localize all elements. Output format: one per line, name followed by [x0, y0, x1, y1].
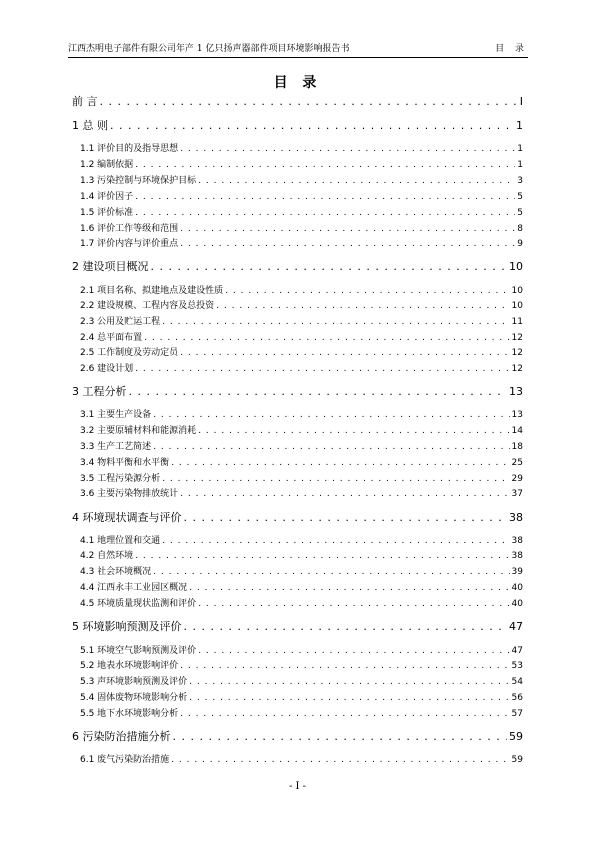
toc-entry-page-number: 47: [509, 620, 523, 633]
toc-entry-label: 1 总 则: [72, 119, 108, 132]
header-document-title: 江西杰明电子部件有限公司年产 1 亿只扬声器部件项目环境影响报告书: [68, 44, 350, 54]
toc-entry-label: 3.4 物料平衡和水平衡: [80, 458, 170, 468]
toc-entry-label: 5.5 地下水环境影响分析: [80, 709, 179, 719]
toc-section-entry[interactable]: [80, 222, 523, 236]
page-title: 目 录: [273, 75, 322, 91]
toc-dot-leader: [151, 260, 508, 274]
toc-dot-leader: [180, 237, 515, 251]
toc-dot-leader: [135, 206, 515, 220]
toc-entry-page-number: 14: [511, 426, 523, 436]
toc-entry-label: 3.3 生产工艺简述: [80, 442, 152, 452]
toc-section-entry[interactable]: [80, 753, 523, 767]
toc-entry-label: 5.4 固体废物环境影响分析: [80, 693, 188, 703]
toc-entry-label: 3 工程分析: [72, 385, 127, 398]
toc-dot-leader: [129, 385, 508, 399]
toc-section-entry[interactable]: [80, 158, 523, 172]
toc-chapter-entry[interactable]: [72, 119, 523, 133]
toc-chapter-entry[interactable]: [72, 511, 523, 525]
toc-entry-page-number: 38: [509, 511, 523, 524]
toc-dot-leader: [135, 158, 515, 172]
toc-dot-leader: [189, 581, 509, 595]
toc-chapter-entry[interactable]: [72, 260, 523, 274]
toc-entry-page-number: 25: [511, 458, 523, 468]
toc-dot-leader: [198, 174, 515, 188]
toc-section-entry[interactable]: [80, 206, 523, 220]
toc-entry-page-number: 56: [511, 693, 523, 703]
toc-entry-page-number: 12: [511, 333, 523, 343]
toc-section-entry[interactable]: [80, 299, 523, 313]
toc-entry-page-number: 12: [511, 348, 523, 358]
toc-entry-page-number: 10: [511, 301, 523, 311]
toc-section-entry[interactable]: [80, 331, 523, 345]
toc-entry-label: 3.6 主要污染物排放统计: [80, 489, 179, 499]
toc-section-entry[interactable]: [80, 424, 523, 438]
toc-entry-page-number: 5: [517, 192, 523, 202]
toc-entry-label: 1.2 编制依据: [80, 160, 134, 170]
toc-entry-page-number: 12: [511, 364, 523, 374]
toc-entry-page-number: 1: [516, 119, 523, 132]
toc-dot-leader: [162, 315, 509, 329]
toc-entry-page-number: 9: [517, 239, 523, 249]
toc-entry-label: 2.1 项目名称、拟建地点及建设性质: [80, 286, 224, 296]
toc-entry-page-number: 40: [511, 583, 523, 593]
toc-section-entry[interactable]: [80, 237, 523, 251]
toc-section-entry[interactable]: [80, 644, 523, 658]
toc-entry-label: 1.6 评价工作等级和范围: [80, 224, 179, 234]
toc-entry-page-number: 40: [511, 599, 523, 609]
toc-dot-leader: [180, 346, 509, 360]
toc-section-entry[interactable]: [80, 691, 523, 705]
toc-entry-page-number: 8: [517, 224, 523, 234]
toc-dot-leader: [135, 190, 515, 204]
toc-entry-label: 3.5 工程污染源分析: [80, 474, 161, 484]
toc-dot-leader: [180, 142, 515, 156]
toc-entry-label: 2.4 总平面布置: [80, 333, 143, 343]
toc-entry-label: 4.1 地理位置和交通: [80, 536, 161, 546]
toc-section-entry[interactable]: [80, 581, 523, 595]
toc-entry-page-number: 57: [511, 709, 523, 719]
toc-section-entry[interactable]: [80, 707, 523, 721]
toc-entry-page-number: 39: [511, 567, 523, 577]
toc-entry-page-number: 18: [511, 442, 523, 452]
toc-dot-leader: [171, 456, 509, 470]
toc-entry-label: 3.1 主要生产设备: [80, 410, 152, 420]
toc-entry-label: 6.1 废气污染防治措施: [80, 755, 170, 765]
toc-dot-leader: [180, 707, 509, 721]
toc-section-entry[interactable]: [80, 408, 523, 422]
toc-entry-label: 1.7 评价内容与评价重点: [80, 239, 179, 249]
toc-dot-leader: [225, 284, 509, 298]
toc-dot-leader: [135, 362, 509, 376]
toc-section-entry[interactable]: [80, 597, 523, 611]
toc-entry-label: 前 言: [72, 95, 98, 108]
toc-entry-page-number: 53: [511, 661, 523, 671]
toc-dot-leader: [198, 597, 509, 611]
toc-dot-leader: [189, 675, 509, 689]
toc-entry-label: 5 环境影响预测及评价: [72, 620, 182, 633]
toc-dot-leader: [180, 222, 515, 236]
toc-entry-label: 1.3 污染控制与环境保护目标: [80, 176, 197, 186]
toc-entry-page-number: 37: [511, 489, 523, 499]
toc-entry-label: 4.5 环境质量现状监测和评价: [80, 599, 197, 609]
toc-entry-page-number: 54: [511, 677, 523, 687]
toc-entry-page-number: 47: [511, 646, 523, 656]
toc-entry-label: 4.4 江西永丰工业园区概况: [80, 583, 188, 593]
toc-chapter-entry[interactable]: [72, 95, 523, 109]
toc-chapter-entry[interactable]: [72, 620, 523, 634]
toc-entry-page-number: 38: [511, 551, 523, 561]
page-header: [68, 41, 528, 58]
toc-section-entry[interactable]: [80, 362, 523, 376]
toc-section-entry[interactable]: [80, 142, 523, 156]
toc-entry-label: 2.5 工作制度及劳动定员: [80, 348, 179, 358]
toc-section-entry[interactable]: [80, 315, 523, 329]
toc-dot-leader: [180, 487, 509, 501]
toc-dot-leader: [162, 534, 509, 548]
toc-entry-page-number: 1: [517, 144, 523, 154]
toc-dot-leader: [171, 753, 509, 767]
toc-dot-leader: [184, 620, 508, 634]
toc-entry-page-number: 13: [509, 385, 523, 398]
toc-chapter-entry[interactable]: [72, 730, 523, 744]
toc-entry-label: 6 污染防治措施分析: [72, 730, 171, 743]
toc-entry-page-number: I: [519, 95, 523, 108]
toc-entry-label: 2 建设项目概况: [72, 260, 149, 273]
toc-entry-label: 2.6 建设计划: [80, 364, 134, 374]
toc-entry-label: 3.2 主要原辅材料和能源消耗: [80, 426, 197, 436]
toc-entry-label: 2.2 建设规模、工程内容及总投资: [80, 301, 215, 311]
toc-dot-leader: [135, 549, 509, 563]
toc-dot-leader: [198, 644, 509, 658]
toc-entry-label: 1.5 评价标准: [80, 208, 134, 218]
toc-dot-leader: [110, 119, 514, 133]
toc-section-entry[interactable]: [80, 659, 523, 673]
toc-chapter-entry[interactable]: [72, 385, 523, 399]
toc-section-entry[interactable]: [80, 675, 523, 689]
toc-section-entry[interactable]: [80, 472, 523, 486]
toc-entry-label: 1.1 评价目的及指导思想: [80, 144, 179, 154]
toc-dot-leader: [173, 730, 508, 744]
toc-entry-label: 4.3 社会环境概况: [80, 567, 152, 577]
toc-entry-page-number: 59: [509, 730, 523, 743]
toc-section-entry[interactable]: [80, 549, 523, 563]
toc-entry-label: 1.4 评价因子: [80, 192, 134, 202]
toc-entry-page-number: 3: [517, 176, 523, 186]
toc-dot-leader: [153, 440, 509, 454]
toc-entry-label: 5.3 声环境影响预测及评价: [80, 677, 188, 687]
toc-section-entry[interactable]: [80, 440, 523, 454]
toc-entry-label: 2.3 公用及贮运工程: [80, 317, 161, 327]
toc-dot-leader: [184, 511, 508, 525]
toc-section-entry[interactable]: [80, 487, 523, 501]
toc-entry-page-number: 10: [511, 286, 523, 296]
toc-dot-leader: [180, 659, 509, 673]
toc-entry-page-number: 38: [511, 536, 523, 546]
toc-entry-label: 5.1 环境空气影响预测及评价: [80, 646, 197, 656]
toc-dot-leader: [144, 331, 509, 345]
toc-dot-leader: [198, 424, 509, 438]
toc-entry-page-number: 13: [511, 410, 523, 420]
toc-dot-leader: [162, 472, 509, 486]
toc-section-entry[interactable]: [80, 534, 523, 548]
toc-dot-leader: [100, 95, 518, 109]
toc-section-entry[interactable]: [80, 284, 523, 298]
header-section-name: 目 录: [495, 44, 528, 54]
toc-entry-label: 4 环境现状调查与评价: [72, 511, 182, 524]
toc-dot-leader: [153, 565, 509, 579]
toc-dot-leader: [216, 299, 509, 313]
toc-entry-page-number: 5: [517, 208, 523, 218]
toc-section-entry[interactable]: [80, 346, 523, 360]
toc-entry-label: 4.2 自然环境: [80, 551, 134, 561]
toc-entry-page-number: 10: [509, 260, 523, 273]
toc-section-entry[interactable]: [80, 174, 523, 188]
toc-section-entry[interactable]: [80, 190, 523, 204]
toc-entry-page-number: 59: [511, 755, 523, 765]
toc-dot-leader: [153, 408, 509, 422]
toc-dot-leader: [189, 691, 509, 705]
toc-entry-page-number: 1: [517, 160, 523, 170]
toc-entry-label: 5.2 地表水环境影响评价: [80, 661, 179, 671]
toc-section-entry[interactable]: [80, 565, 523, 579]
toc-entry-page-number: 11: [511, 317, 523, 327]
toc-section-entry[interactable]: [80, 456, 523, 470]
page-number: - I -: [288, 781, 307, 792]
toc-entry-page-number: 29: [511, 474, 523, 484]
